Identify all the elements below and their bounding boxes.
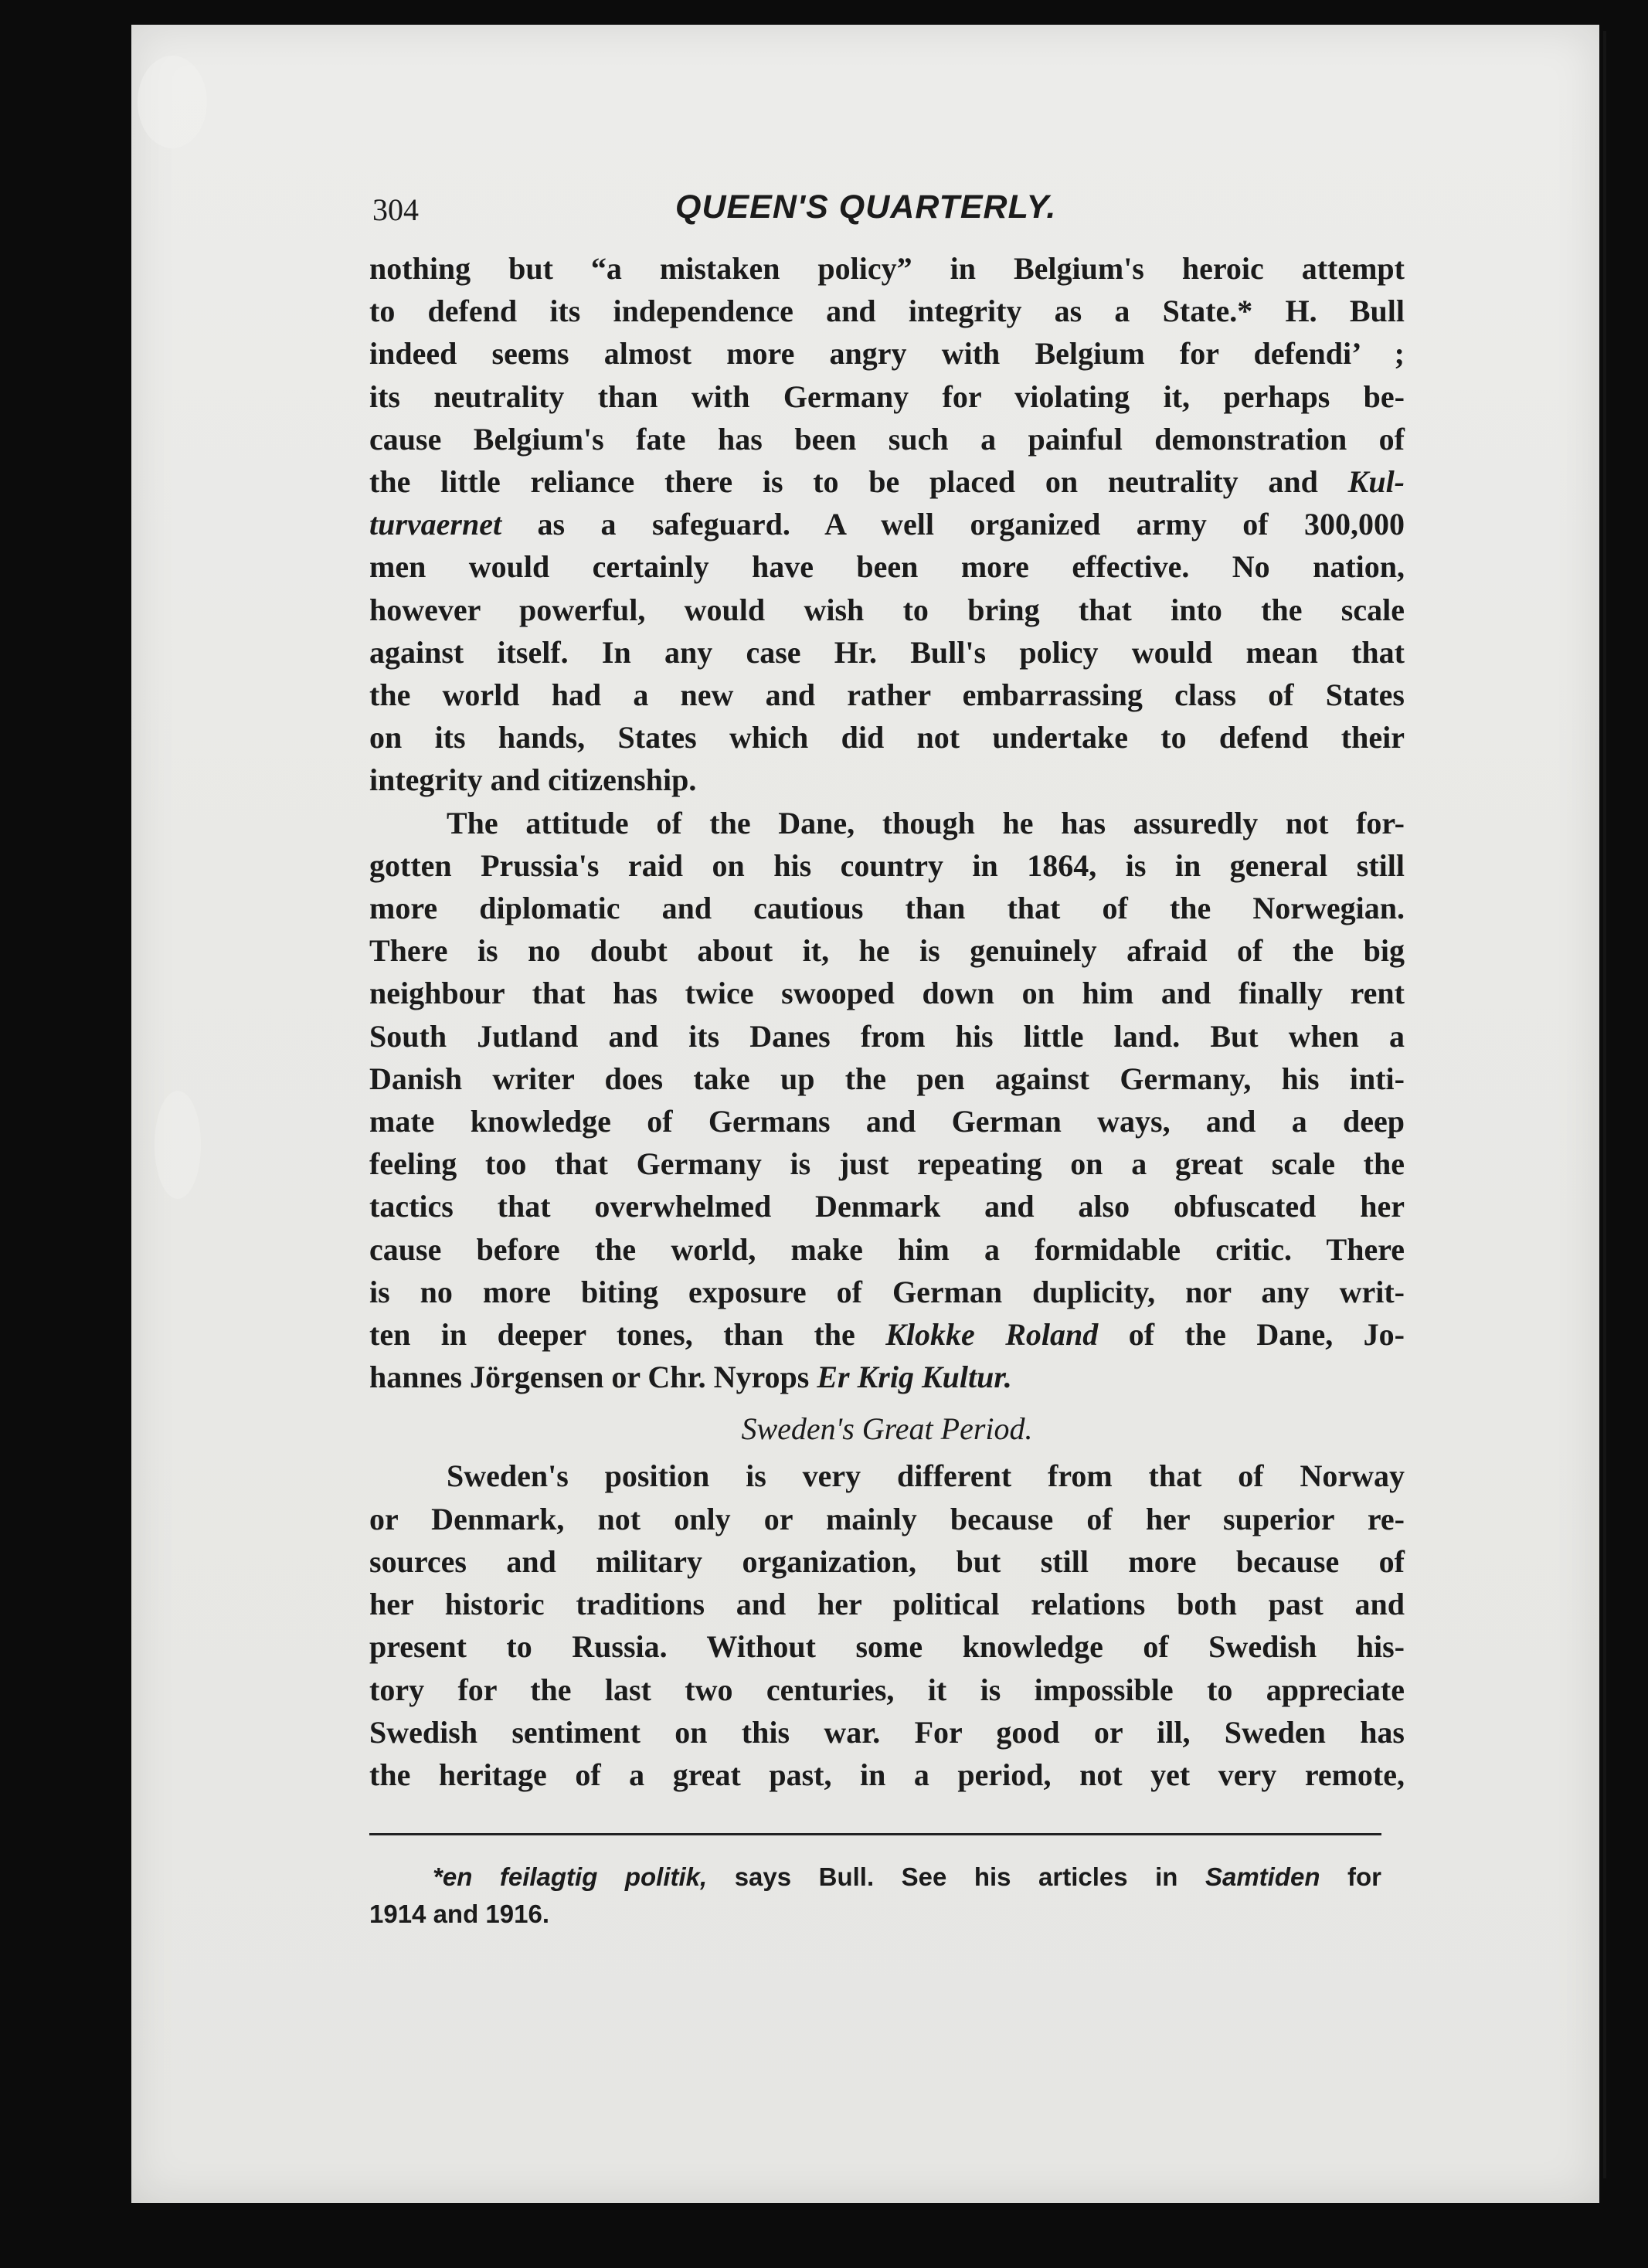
text-line: South Jutland and its Danes from his little land. But when a: [369, 1018, 1405, 1054]
text-line: mate knowledge of Germans and German ways, and a deep: [369, 1104, 1405, 1139]
footnote-italic: Samtiden: [1205, 1862, 1320, 1892]
text-line: or Denmark, not only or mainly because of her superior re-: [369, 1501, 1405, 1536]
footnote-rule: [369, 1833, 1381, 1835]
journal-title: QUEEN'S QUARTERLY.: [675, 188, 1057, 226]
text-line: [369, 1356, 1405, 1398]
text-line: Sweden's position is very different from that of Norway: [447, 1458, 1405, 1494]
paper-smudge: [138, 56, 207, 148]
text-line: nothing but “a mistaken policy” in Belgium's heroic attempt: [369, 251, 1405, 286]
text-line: the world had a new and rather embarrassing class of States: [369, 677, 1405, 713]
text-line: tory for the last two centuries, it is impossible to appreciate: [369, 1672, 1405, 1707]
text-line: on its hands, States which did not undertake to defend their: [369, 720, 1405, 755]
text-line: the heritage of a great past, in a period, not yet very remote,: [369, 1757, 1405, 1792]
text-span: hannes Jörgensen or Chr. Nyrops: [369, 1360, 817, 1395]
text-line: Swedish sentiment on this war. For good or ill, Sweden has: [369, 1714, 1405, 1750]
text-line: her historic traditions and her political relations both past and: [369, 1587, 1405, 1622]
text-line: cause Belgium's fate has been such a painful demonstration of: [369, 421, 1405, 457]
footnote-text: says Bull. See his articles in: [707, 1862, 1205, 1892]
footnote-line-2: 1914 and 1916.: [369, 1900, 549, 1929]
text-line: [369, 503, 1405, 545]
text-line: The attitude of the Dane, though he has assuredly not for-: [447, 805, 1405, 840]
text-line: sources and military organization, but still more because of: [369, 1543, 1405, 1579]
text-line: [369, 1313, 1405, 1356]
paragraph-belgium: [369, 247, 1405, 802]
text-span: as a safeguard. A well organized army of 300,000: [501, 507, 1405, 542]
text-line: neighbour that has twice swooped down on him and finally rent: [369, 976, 1405, 1011]
footnote-text: for: [1320, 1862, 1381, 1892]
text-line: [369, 460, 1405, 503]
running-head: [369, 185, 1405, 239]
paper-smudge: [155, 1091, 201, 1199]
paragraph-denmark: [369, 802, 1405, 1399]
section-heading: Sweden's Great Period.: [741, 1411, 1033, 1447]
italic-title: Klokke Roland: [885, 1317, 1099, 1353]
text-block: [369, 185, 1405, 1933]
italic-term: turvaernet: [369, 507, 502, 542]
text-line: Danish writer does take up the pen against Germany, his inti-: [369, 1061, 1405, 1096]
text-line: is no more biting exposure of German duplicity, nor any writ-: [369, 1274, 1405, 1309]
text-line: its neutrality than with Germany for violating it, perhaps be-: [369, 379, 1405, 414]
italic-term: Kul-: [1347, 464, 1405, 500]
italic-title: Er Krig Kultur.: [817, 1360, 1012, 1395]
text-line: feeling too that Germany is just repeating on a great scale the: [369, 1146, 1405, 1182]
text-line: There is no doubt about it, he is genuinely afraid of the big: [369, 933, 1405, 969]
page-number: 304: [372, 192, 419, 227]
text-span: ten in deeper tones, than the: [369, 1317, 886, 1353]
text-line: more diplomatic and cautious than that of the Norwegian.: [369, 891, 1405, 926]
text-line: tactics that overwhelmed Denmark and also obfuscated her: [369, 1189, 1405, 1224]
text-line: men would certainly have been more effective. No nation,: [369, 549, 1405, 585]
paragraph-sweden: [369, 1455, 1405, 1796]
text-span: of the Dane, Jo-: [1098, 1317, 1405, 1353]
text-line: cause before the world, make him a formidable critic. There: [369, 1231, 1405, 1267]
text-line: gotten Prussia's raid on his country in 1864, is in general still: [369, 847, 1405, 883]
text-line: integrity and citizenship.: [369, 762, 697, 798]
text-line: to defend its independence and integrity as a State.* H. Bull: [369, 294, 1405, 329]
text-line: however powerful, would wish to bring that into the scale: [369, 592, 1405, 627]
text-span: the little reliance there is to be placed on neutrality and: [369, 464, 1348, 500]
text-line: present to Russia. Without some knowledge of Swedish his-: [369, 1629, 1405, 1665]
footnote: [369, 1859, 1381, 1896]
text-line: indeed seems almost more angry with Belgium for defendi’ ;: [369, 336, 1405, 372]
text-line: against itself. In any case Hr. Bull's policy would mean that: [369, 634, 1405, 670]
binding-edge-line: [1603, 31, 1606, 2178]
footnote-italic: *en feilagtig politik,: [433, 1862, 708, 1892]
